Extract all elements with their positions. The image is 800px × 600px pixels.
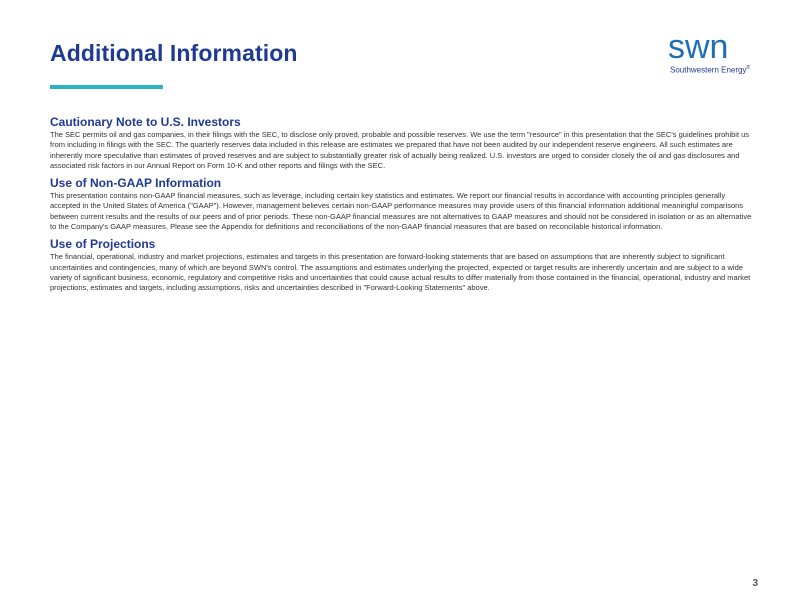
section-projections bbox=[50, 237, 755, 293]
section-cautionary-note bbox=[50, 115, 755, 171]
title-underline bbox=[50, 85, 163, 89]
content-area bbox=[50, 115, 755, 299]
section-heading: Use of Projections bbox=[50, 237, 156, 252]
swn-logo-icon bbox=[668, 30, 758, 66]
logo-name-text: Southwestern Energy bbox=[670, 65, 747, 75]
page-title: Additional Information bbox=[50, 40, 298, 66]
logo-mark-text: swn bbox=[668, 30, 729, 66]
section-body: The SEC permits oil and gas companies, in their filings with the SEC, to disclose only proved, probable and possible reserves. We use the term "resource" in this presentation that the SEC's guidelines prohibit us from including in filings with the SEC. The quarterly reserves data included in this release are estimates we prepared that have not been audited by our independent reserve engineers. All such estimates are inherently more speculative than estimates of proved reserves and are subject to substantially greater risk of actually being realized. U.S. investors are urged to consider closely the oil and gas disclosures and associated risk factors in our Annual Report on Form 10-K and other reports and filings with the SEC. bbox=[50, 130, 750, 170]
page-number: 3 bbox=[752, 578, 758, 589]
section-body: This presentation contains non-GAAP financial measures, such as leverage, including certain key statistics and estimates. We report our financial results in accordance with accounting principles generally accepted in the United States of America ("GAAP"). However, management believes certain non-GAAP performance measures may provide users of this financial information additional meaningful comparisons between current results and the results of our peers and of prior periods. These non-GAAP financial measures are not alternatives to GAAP measures and should not be considered in isolation or as an alternative to the Company's GAAP measures. Please see the Appendix for definitions and reconciliations of the non-GAAP financial measures that are based on reconcilable historical information. bbox=[50, 191, 752, 232]
section-non-gaap bbox=[50, 176, 755, 232]
company-logo bbox=[668, 30, 768, 75]
section-heading: Cautionary Note to U.S. Investors bbox=[50, 115, 241, 129]
section-heading: Use of Non-GAAP Information bbox=[50, 176, 222, 191]
logo-trademark: ® bbox=[746, 65, 751, 71]
section-body: The financial, operational, industry and market projections, estimates and targets in this presentation are forward-looking statements that are based on assumptions that are inherently subject to significant uncertainties and contingencies, many of which are beyond SWN's control. The assumptions and estimates underlying the projected, expected or target results are inherently uncertain and are subject to a wide variety of significant business, economic, regulatory and competitive risks and uncertainties that could cause actual results to differ materially from those contained in the financial, operational, industry and market projections, estimates and targets, including assumptions, risks and uncertainties described in "Forward-Looking Statements" above. bbox=[50, 252, 751, 293]
logo-company-name bbox=[670, 65, 750, 75]
